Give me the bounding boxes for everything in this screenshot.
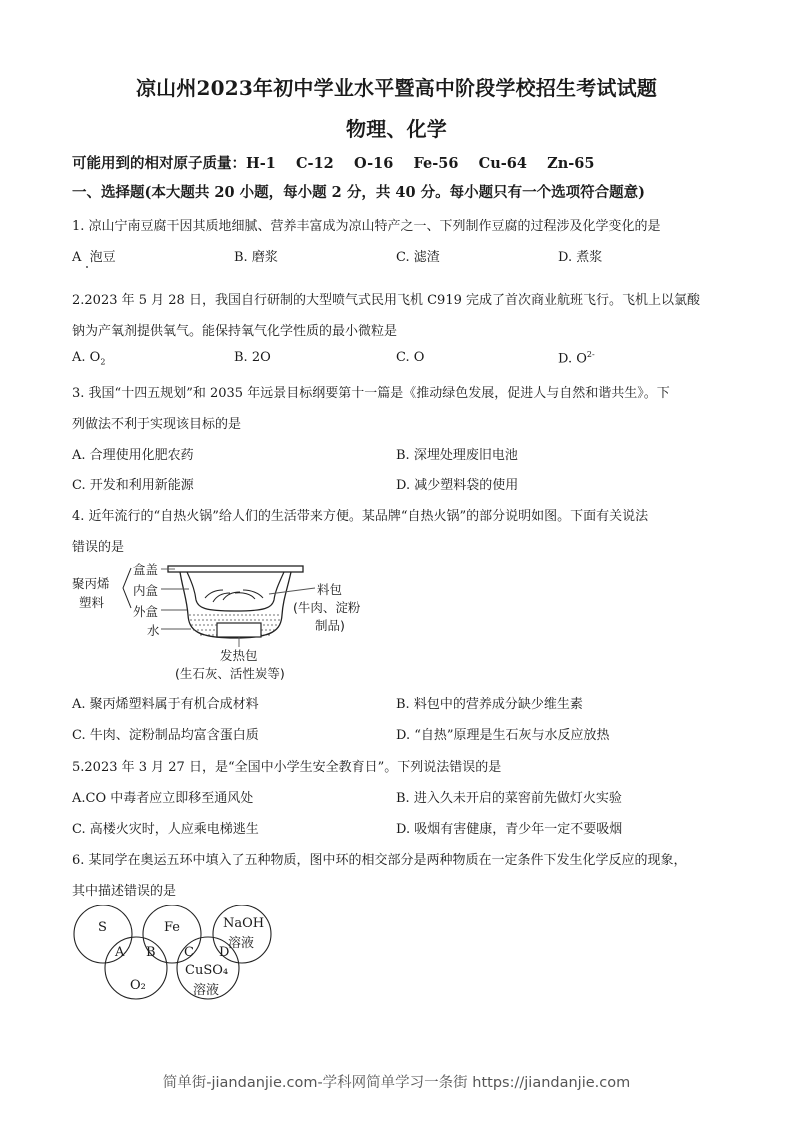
q2-option-b[interactable]: B. 2O — [234, 350, 271, 365]
question-3 — [72, 382, 670, 401]
question-2 — [72, 289, 700, 308]
atomic-mass-zn: Zn-65 — [547, 155, 595, 172]
atomic-mass-c: C-12 — [296, 155, 334, 172]
ring-naoh-solution: 溶液 — [228, 936, 255, 951]
q3-option-b[interactable]: B. 深埋处理废旧电池 — [396, 448, 518, 463]
atomic-mass-o: O-16 — [353, 155, 394, 172]
q3-option-a[interactable]: A. 合理使用化肥农药 — [72, 448, 194, 463]
label-seasoning-pack: 料包 — [317, 582, 343, 597]
question-text: 近年流行的“自热火锅”给人们的生活带来方便。某品牌“自热火锅”的部分说明如图。下面有关说法 — [88, 509, 649, 524]
q2-option-d[interactable]: D. $O^{2-}$ — [558, 350, 595, 367]
olympic-rings-diagram — [65, 905, 285, 1005]
ring-sulfur: S — [98, 920, 107, 935]
q1-option-c[interactable]: C. 滤渣 — [396, 250, 440, 265]
q4-option-d[interactable]: D. “自热”原理是生石灰与水反应放热 — [396, 728, 610, 743]
ring-cuso4: CuSO₄ — [185, 963, 229, 978]
label-seasoning-contents-2: 制品) — [315, 618, 345, 633]
question-3-line-2: 列做法不利于实现该目标的是 — [72, 417, 242, 432]
q3-option-d[interactable]: D. 减少塑料袋的使用 — [396, 478, 519, 493]
atomic-mass-h: H-1 — [246, 155, 276, 172]
label-seasoning-contents: (牛肉、淀粉 — [293, 600, 361, 615]
q2-option-c[interactable]: C. O — [396, 350, 425, 365]
question-6-line-2: 其中描述错误的是 — [72, 884, 177, 899]
section-heading: 一、选择题(本大题共 20 小题，每小题 2 分，共 40 分。每小题只有一个选项符合题意) — [72, 184, 645, 201]
question-5 — [72, 756, 501, 775]
label-plastic: 塑料 — [79, 595, 105, 610]
q2-option-a[interactable]: A. $O_2$ — [72, 350, 106, 367]
question-6 — [72, 849, 687, 868]
exam-subtitle: 物理、化学 — [346, 117, 447, 141]
q3-option-c[interactable]: C. 开发和利用新能源 — [72, 478, 194, 493]
question-text: 某同学在奥运五环中填入了五种物质，图中环的相交部分是两种物质在一定条件下发生化学反应的现象， — [88, 853, 687, 868]
question-number: 4. — [72, 509, 85, 524]
footer-watermark: 简单街-jiandanjie.com-学科网简单学习一条街 https://jiandanjie.com — [162, 1075, 631, 1091]
ring-iron: Fe — [164, 920, 181, 935]
intersection-d: D — [219, 945, 230, 960]
hotpot-diagram — [65, 560, 385, 685]
q4-option-a[interactable]: A. 聚丙烯塑料属于有机合成材料 — [72, 697, 259, 712]
q4-option-c[interactable]: C. 牛肉、淀粉制品均富含蛋白质 — [72, 728, 259, 743]
question-number: 5. — [72, 760, 85, 775]
question-text: 2023 年 3 月 27 日，是“全国中小学生安全教育日”。下列说法错误的是 — [84, 760, 502, 775]
intersection-b: B — [146, 945, 156, 960]
ring-naoh: NaOH — [223, 916, 265, 931]
intersection-a: A — [115, 945, 125, 960]
q5-option-d[interactable]: D. 吸烟有害健康，青少年一定不要吸烟 — [396, 822, 623, 837]
q1-option-a[interactable]: A 泡豆 — [72, 250, 116, 265]
atomic-mass-cu: Cu-64 — [478, 155, 527, 172]
q4-option-b[interactable]: B. 料包中的营养成分缺少维生素 — [396, 697, 583, 712]
question-text: 我国“十四五规划”和 2035 年远景目标纲要第十一篇是《推动绿色发展，促进人与自然和谐共生》。下 — [88, 386, 670, 401]
question-4-line-2: 错误的是 — [72, 540, 125, 555]
label-outer-box: 外盒 — [133, 604, 159, 619]
question-number: 3. — [72, 386, 85, 401]
label-water: 水 — [147, 623, 160, 638]
question-number: 2. — [72, 293, 85, 308]
label-inner-box: 内盒 — [133, 583, 159, 598]
q1-option-b[interactable]: B. 磨浆 — [234, 250, 278, 265]
label-lid: 盒盖 — [133, 562, 159, 577]
label-polypropylene: 聚丙烯 — [72, 576, 110, 591]
ring-cuso4-solution: 溶液 — [193, 983, 220, 998]
stray-dot — [86, 266, 88, 268]
question-number: 6. — [72, 853, 85, 868]
question-text: 凉山宁南豆腐干因其质地细腻、营养丰富成为凉山特产之一、下列制作豆腐的过程涉及化学变化的是 — [88, 219, 661, 234]
label-heating-pack: 发热包 — [220, 648, 258, 663]
ring-oxygen: O₂ — [130, 978, 146, 993]
q5-option-a[interactable]: A.CO 中毒者应立即移至通风处 — [72, 791, 254, 806]
question-1 — [72, 215, 661, 234]
question-4 — [72, 505, 648, 524]
label-heating-contents: (生石灰、活性炭等) — [175, 666, 285, 681]
question-2-line-2: 钠为产氧剂提供氧气。能保持氧气化学性质的最小微粒是 — [72, 324, 398, 339]
q5-option-b[interactable]: B. 进入久未开启的菜窖前先做灯火实验 — [396, 791, 622, 806]
atomic-masses-line — [72, 152, 594, 173]
intersection-c: C — [184, 945, 194, 960]
atomic-mass-fe: Fe-56 — [413, 155, 459, 172]
q5-option-c[interactable]: C. 高楼火灾时，人应乘电梯逃生 — [72, 822, 259, 837]
question-number: 1. — [72, 219, 85, 234]
question-text: 2023 年 5 月 28 日，我国自行研制的大型喷气式民用飞机 C919 完成了首次商业航班飞行。飞机上以氯酸 — [84, 293, 700, 308]
atomic-masses-label: 可能用到的相对原子质量： — [72, 155, 246, 172]
q1-option-d[interactable]: D. 煮浆 — [558, 250, 603, 265]
exam-title: 凉山州2023年初中学业水平暨高中阶段学校招生考试试题 — [135, 76, 658, 100]
